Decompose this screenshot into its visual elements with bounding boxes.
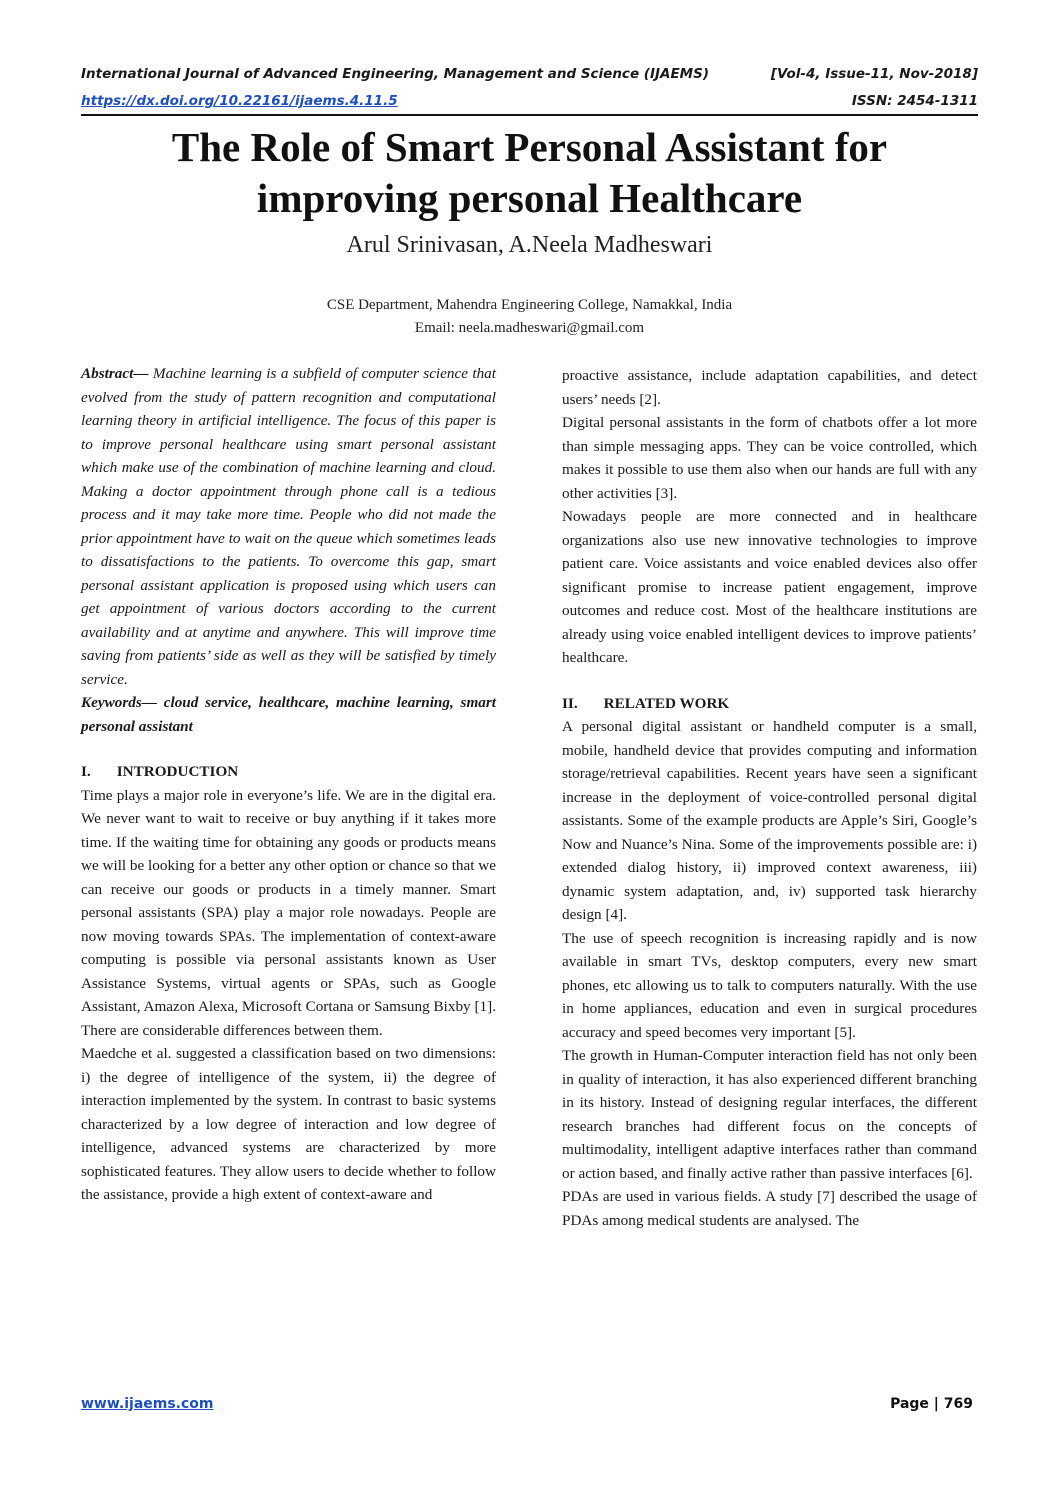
section-number: II. [562,694,578,712]
paragraph: Nowadays people are more connected and in healthcare organizations also use new innovative technologies to improve patient care. Voice assistants and voice enabled devices also offer significant promise to increase patient engagement, improve outcomes and reduce cost. Most of the healthcare institutions are already using voice enabled intelligent devices to improve patients’ healthcare. [562,508,977,666]
keywords-text: cloud service, healthcare, machine learning, smart personal assistant [81,694,496,735]
affiliation: CSE Department, Mahendra Engineering College, Namakkal, India [326,297,733,313]
title-line-2: improving personal Healthcare [256,175,803,221]
paragraph: The use of speech recognition is increasing rapidly and is now available in smart TVs, desktop computers, every new smart phones, etc allowing us to talk to computers naturally. With the use in home appliances, education and even in surgical procedures accuracy and speed becomes very important [5]. [562,929,977,1041]
volume-info: [Vol-4, Issue-11, Nov-2018] [770,66,978,82]
section-title: RELATED WORK [603,694,730,712]
paragraph: Maedche et al. suggested a classification based on two dimensions: i) the degree of intelligence of the system, ii) the degree of interaction implemented by the system. In contrast to basic systems characterized by a low degree of interaction and low degree of intelligence, advanced systems are characterized by more sophisticated features. They allow users to decide whether to follow the assistance, provide a high extent of context-aware and [81,1045,496,1203]
journal-name: International Journal of Advanced Engineering, Management and Science (IJAEMS) [81,66,710,82]
authors: Arul Srinivasan, A.Neela Madheswari [346,232,713,258]
keywords [81,691,496,738]
page-number: Page | 769 [890,1396,973,1412]
affiliation-block [60,294,999,340]
website-link[interactable]: www.ijaems.com [81,1396,214,1412]
abstract-label: Abstract— [81,365,149,382]
email: Email: neela.madheswari@gmail.com [414,320,645,336]
issn: ISSN: 2454-1311 [851,93,978,109]
section-heading-related-work [562,692,977,716]
paragraph: proactive assistance, include adaptation capabilities, and detect users’ needs [2]. [562,367,977,408]
section-title: INTRODUCTION [116,763,239,780]
right-column [562,364,977,1232]
abstract-text: Machine learning is a subfield of computer science that evolved from the study of pattern recognition and computational learning theory in artificial intelligence. The focus of this paper is to improve personal healthcare using smart personal assistant which make use of the combination of machine learning and cloud. Making a doctor appointment through phone call is a tedious process and it may take more time. People who did not made the prior appointment have to wait on the queue which sometimes leads to dissatisfactions to the patients. To overcome this gap, smart personal assistant application is proposed using which users can get appointment of various doctors according to the current availability and at anytime and anywhere. This will improve time saving from patients’ side as well as they will be satisfied by timely service. [81,365,496,688]
abstract [81,362,496,691]
title-line-1: The Role of Smart Personal Assistant for [171,124,888,170]
doi-link[interactable]: https://dx.doi.org/10.22161/ijaems.4.11.5 [81,93,398,109]
paper-title [60,122,999,224]
paragraph: PDAs are used in various fields. A study [7] described the usage of PDAs among medical students are analysed. The [562,1188,977,1229]
paragraph: The growth in Human-Computer interaction field has not only been in quality of interaction, it has also experienced different branching in its history. Instead of designing regular interfaces, the different research branches had different focus on the concepts of multimodality, intelligent adaptive interfaces rather than command or action based, and finally active rather than passive interfaces [6]. [562,1047,977,1182]
paragraph: Time plays a major role in everyone’s life. We are in the digital era. We never want to wait to receive or buy anything if it takes more time. If the waiting time for obtaining any goods or products means we will be looking for a better any other option or chance so that we can receive our goods or products in a timely manner. Smart personal assistants (SPA) play a major role nowadays. People are now moving towards SPAs. The implementation of context-aware computing is possible via personal assistants known as User Assistance Systems, virtual agents or SPAs, such as Google Assistant, Amazon Alexa, Microsoft Cortana or Samsung Bixby [1]. There are considerable differences between them. [81,786,496,1039]
paragraph: A personal digital assistant or handheld computer is a small, mobile, handheld device that provides computing and information storage/retrieval capabilities. Recent years have seen a significant increase in the deployment of voice-controlled personal digital assistants. Some of the example products are Apple’s Siri, Google’s Now and Nuance’s Nina. Some of the improvements possible are: i) extended dialog history, ii) improved context awareness, iii) dynamic system adaptation, and, iv) supported task hierarchy design [4]. [562,718,977,923]
paragraph: Digital personal assistants in the form of chatbots offer a lot more than simple messaging apps. They can be voice controlled, which makes it possible to use them also when our hands are full with any other activities [3]. [562,414,977,502]
left-column [81,362,496,1207]
section-heading-introduction [81,760,496,784]
header-divider [81,114,978,116]
keywords-label: Keywords— [81,694,157,711]
section-number: I. [81,763,91,780]
